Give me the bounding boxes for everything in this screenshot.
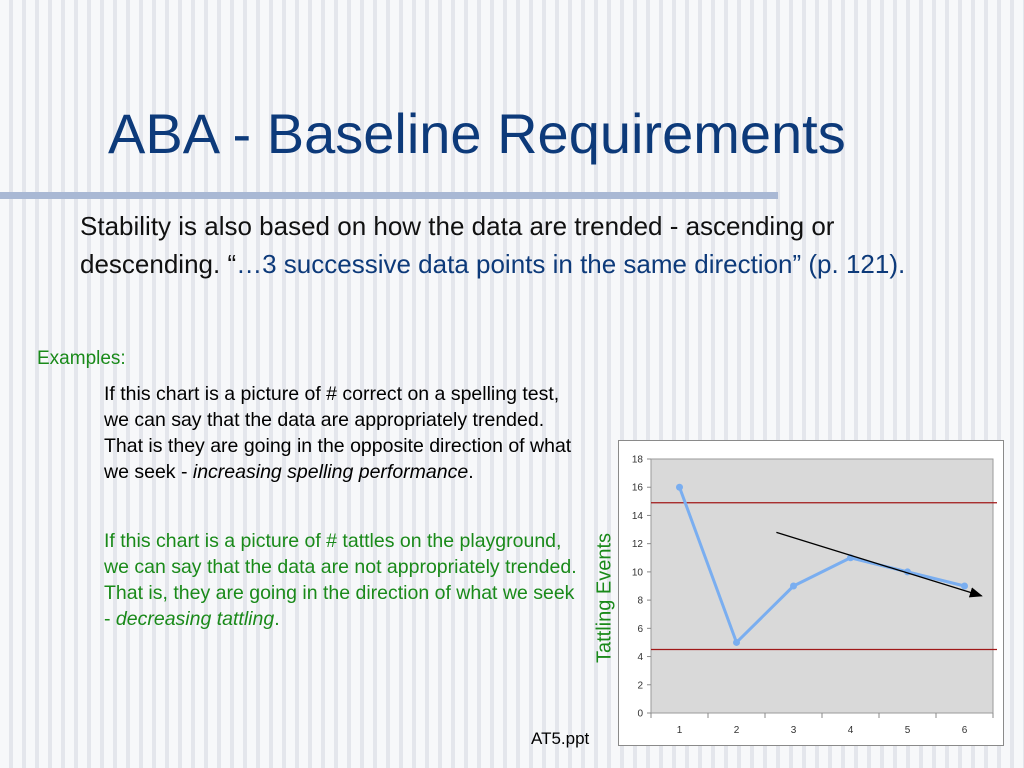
data-point xyxy=(790,583,797,590)
example-spelling-text: If this chart is a picture of # correct on a spelling test, we can say that the data are appropriately trended. That is they are going in the opposite direction of what we seek - xyxy=(104,383,572,483)
intro-quote: …3 successive data points in the same direction” (p. 121). xyxy=(236,249,906,279)
slide-title: ABA - Baseline Requirements xyxy=(108,102,846,165)
plot-area xyxy=(651,459,993,713)
y-tick-label: 6 xyxy=(637,623,643,635)
example-spelling-end: . xyxy=(468,461,474,483)
y-tick-label: 16 xyxy=(631,482,643,494)
examples-label: Examples: xyxy=(37,348,126,369)
example-tattling xyxy=(104,528,586,632)
y-tick-label: 0 xyxy=(637,708,643,720)
chart-container xyxy=(618,440,1004,746)
y-tick-label: 12 xyxy=(631,539,643,551)
y-tick-label: 2 xyxy=(637,680,643,692)
y-tick-label: 8 xyxy=(637,595,643,607)
example-tattling-text: If this chart is a picture of # tattles on the playground, we can say that the data are not appropriately trended. That is, they are going in the direction of what we seek - xyxy=(104,530,577,630)
y-tick-label: 10 xyxy=(631,567,643,579)
x-tick-label: 2 xyxy=(733,725,740,736)
y-tick-label: 18 xyxy=(631,454,643,466)
line-chart xyxy=(619,441,1003,745)
example-tattling-emphasis: decreasing tattling xyxy=(115,608,275,630)
example-spelling xyxy=(104,381,586,485)
intro-text: Stability is also based on how the data are trended - ascending or descending. “ xyxy=(80,211,835,279)
intro-paragraph xyxy=(80,207,920,283)
x-tick-label: 5 xyxy=(904,725,911,736)
example-spelling-emphasis: increasing spelling performance xyxy=(192,461,469,483)
x-tick-label: 6 xyxy=(961,725,968,736)
y-tick-label: 14 xyxy=(631,510,643,522)
example-tattling-end: . xyxy=(274,608,280,630)
chart-y-axis-label: Tattling Events xyxy=(593,532,616,664)
x-tick-label: 4 xyxy=(847,725,854,736)
title-divider xyxy=(0,192,778,199)
x-tick-label: 1 xyxy=(676,725,683,736)
data-point xyxy=(676,484,683,491)
footer-filename: AT5.ppt xyxy=(531,729,590,748)
y-tick-label: 4 xyxy=(637,652,643,664)
data-point xyxy=(961,583,968,590)
x-tick-label: 3 xyxy=(790,725,797,736)
data-point xyxy=(733,639,740,646)
